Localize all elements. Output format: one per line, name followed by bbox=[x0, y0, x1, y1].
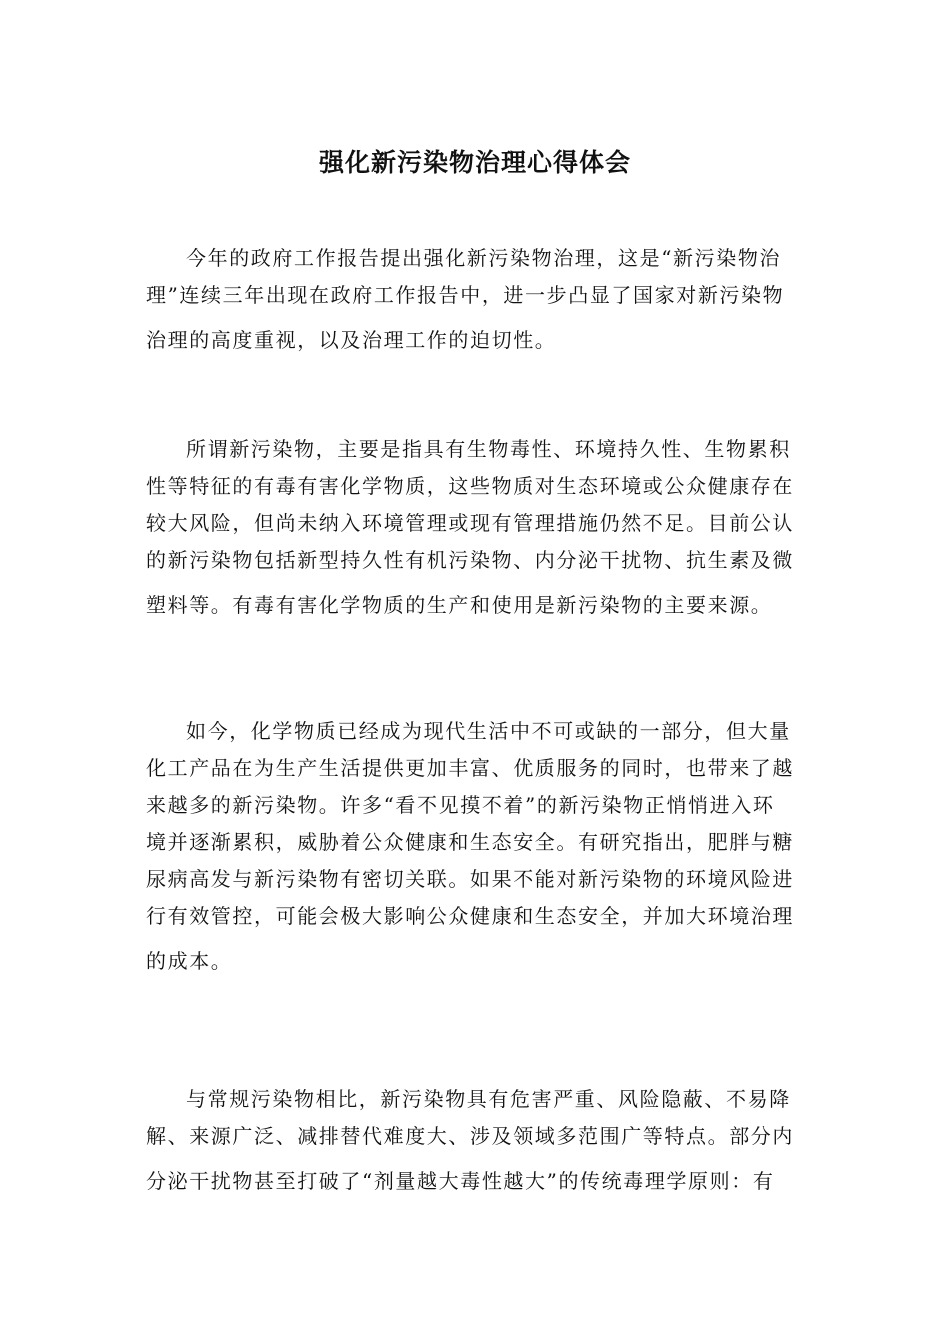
paragraph-2 bbox=[146, 431, 806, 624]
paragraph-line: 所谓新污染物，主要是指具有生物毒性、环境持久性、生物累积 bbox=[186, 437, 791, 461]
paragraph-line: 来越多的新污染物。许多“看不见摸不着”的新污染物正悄悄进入环 bbox=[146, 793, 775, 817]
paragraph-line: 解、来源广泛、减排替代难度大、涉及领域多范围广等特点。部分内 bbox=[146, 1124, 794, 1148]
paragraph-4 bbox=[146, 1081, 806, 1200]
paragraph-line: 的成本。 bbox=[146, 949, 233, 973]
paragraph-line: 与常规污染物相比，新污染物具有危害严重、风险隐蔽、不易降 bbox=[186, 1087, 791, 1111]
paragraph-line: 如今，化学物质已经成为现代生活中不可或缺的一部分，但大量 bbox=[186, 719, 791, 743]
paragraph-line: 化工产品在为生产生活提供更加丰富、优质服务的同时，也带来了越 bbox=[146, 756, 794, 780]
paragraph-line: 行有效管控，可能会极大影响公众健康和生态安全，并加大环境治理 bbox=[146, 904, 794, 928]
paragraph-line: 分泌干扰物甚至打破了“剂量越大毒性越大”的传统毒理学原则：有 bbox=[146, 1169, 775, 1193]
paragraph-line: 的新污染物包括新型持久性有机污染物、内分泌干扰物、抗生素及微 bbox=[146, 548, 794, 572]
paragraph-3 bbox=[146, 713, 806, 980]
paragraph-line: 境并逐渐累积，威胁着公众健康和生态安全。有研究指出，肥胖与糖 bbox=[146, 830, 794, 854]
paragraph-line: 尿病高发与新污染物有密切关联。如果不能对新污染物的环境风险进 bbox=[146, 867, 794, 891]
paragraph-line: 治理的高度重视，以及治理工作的迫切性。 bbox=[146, 328, 557, 352]
paragraph-line: 理”连续三年出现在政府工作报告中，进一步凸显了国家对新污染物 bbox=[146, 283, 785, 307]
paragraph-line: 今年的政府工作报告提出强化新污染物治理，这是“新污染物治 bbox=[186, 246, 782, 270]
paragraph-1 bbox=[146, 240, 806, 359]
document-title: 强化新污染物治理心得体会 bbox=[318, 148, 631, 177]
paragraph-line: 较大风险，但尚未纳入环境管理或现有管理措施仍然不足。目前公认 bbox=[146, 511, 794, 535]
paragraph-line: 性等特征的有毒有害化学物质，这些物质对生态环境或公众健康存在 bbox=[146, 474, 794, 498]
paragraph-line: 塑料等。有毒有害化学物质的生产和使用是新污染物的主要来源。 bbox=[146, 593, 773, 617]
